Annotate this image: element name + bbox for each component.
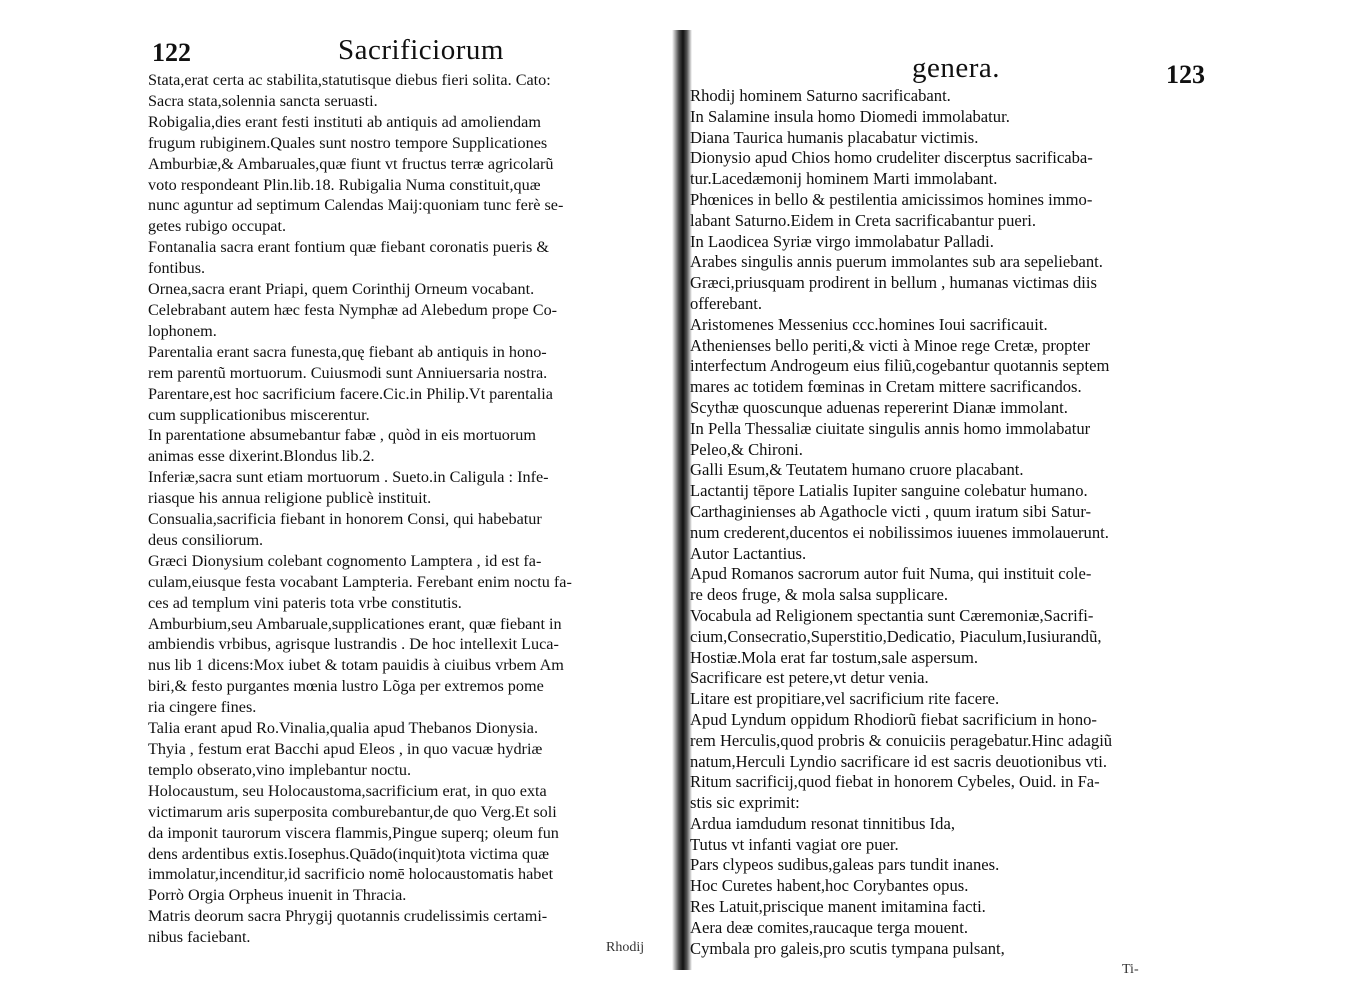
left-text-line: Matris deorum sacra Phrygij quotannis crudelissimis certami- — [148, 907, 548, 926]
left-text-line: biri,& festo purgantes mœnia lustro Lõga per extremos pome — [148, 677, 544, 696]
left-text-line: Parentare,est hoc sacrificium facere.Cic.in Philip.Vt parentalia — [148, 384, 553, 403]
left-text-line: fontibus. — [148, 259, 206, 278]
right-text-line: Sacrificare est petere,vt detur venia. — [690, 668, 929, 688]
left-text-block — [148, 70, 658, 948]
left-text-line: Amburbiæ,& Ambaruales,quæ fiunt vt fructus terræ agricolarũ — [148, 154, 554, 173]
right-text-line: Scythæ quoscunque aduenas repererint Dianæ immolant. — [690, 397, 1068, 417]
right-text-line: natum,Herculi Lyndio sacrificare id est sacris deuotionibus vti. — [690, 751, 1108, 771]
right-text-line: re deos fruge, & mola salsa supplicare. — [690, 585, 949, 605]
left-text-line: voto respondeant Plin.lib.18. Rubigalia Numa constituit,quæ — [148, 175, 541, 194]
left-running-head: Sacrificiorum — [338, 34, 504, 66]
right-text-line: In Pella Thessaliæ ciuitate singulis annis homo immolabatur — [690, 418, 1091, 438]
left-text-line: da imponit taurorum viscera flammis,Pingue superq; oleum fun — [148, 823, 559, 842]
right-page-number: 123 — [1166, 60, 1205, 89]
right-text-line: Galli Esum,& Teutatem humano cruore placabant. — [690, 460, 1024, 480]
left-text-line: Celebrabant autem hæc festa Nymphæ ad Alebedum prope Co- — [148, 300, 558, 319]
book-gutter — [672, 30, 692, 970]
right-text-line: labant Saturno.Eidem in Creta sacrificabantur pueri. — [690, 210, 1037, 230]
right-text-line: Aera deæ comites,raucaque terga mouent. — [690, 917, 968, 937]
right-text-line: Rhodij hominem Saturno sacrificabant. — [690, 86, 951, 105]
left-text-line: culam,eiusque festa vocabant Lampteria. Ferebant enim noctu fa- — [148, 572, 572, 591]
left-text-line: animas esse dixerint.Blondus lib.2. — [148, 447, 375, 466]
right-text-line: Carthaginienses ab Agathocle victi , quum iratum sibi Satur- — [690, 501, 1092, 521]
left-text-line: Fontanalia sacra erant fontium quæ fiebant coronatis pueris & — [148, 238, 549, 257]
left-text-line: nibus faciebant. — [148, 928, 251, 947]
left-text-line: Ornea,sacra erant Priapi, quem Corinthij Orneum vocabant. — [148, 280, 535, 299]
left-text-line: ces ad templum vini pateris tota vrbe constitutis. — [148, 593, 462, 612]
left-text-line: Talia erant apud Ro.Vinalia,qualia apud Thebanos Dionysia. — [148, 719, 539, 738]
right-text-line: Res Latuit,priscique manent imitamina facti. — [690, 897, 986, 917]
left-text-line: nunc aguntur ad septimum Calendas Maij:quoniam tunc ferè se- — [148, 196, 564, 215]
right-text-line: Ardua iamdudum resonat tinnitibus Ida, — [690, 813, 955, 833]
left-text-line: immolatur,incenditur,id sacrificio nomē holocaustomatis habet — [148, 865, 554, 884]
left-text-line: Amburbium,seu Ambaruale,supplicationes erant, quæ fiebant in — [148, 614, 562, 633]
left-text-line: Holocaustum, seu Holocaustoma,sacrificium erat, in quo exta — [148, 781, 547, 800]
left-page-number: 122 — [152, 38, 191, 67]
right-text-line: Diana Taurica humanis placabatur victimis. — [690, 127, 979, 147]
right-text-line: num crederent,ducentos ei nobilissimos iuuenes immolauerunt. — [690, 522, 1109, 542]
right-text-line: Græci,priusquam prodirent in bellum , humanas victimas diis — [690, 273, 1097, 293]
left-text-line: frugum rubiginem.Quales sunt nostro tempore Supplicationes — [148, 133, 548, 152]
right-text-line: interfectum Androgeum eius filiũ,cogebantur quotannis septem — [690, 356, 1110, 376]
left-text-line: Porrò Orgia Orpheus inuenit in Thracia. — [148, 886, 407, 905]
right-text-line: Athenienses bello periti,& victi à Minoe rege Cretæ, propter — [690, 335, 1090, 355]
right-text-line: In Salamine insula homo Diomedi immolabatur. — [690, 106, 1010, 126]
right-text-line: Arabes singulis annis puerum immolantes sub ara sepeliebant. — [690, 252, 1103, 272]
right-text-line: rem Herculis,quod probris & conuiciis peragebatur.Hinc adagiũ — [690, 730, 1113, 750]
left-text-line: cum supplicationibus miscerentur. — [148, 405, 370, 424]
left-text-line: getes rubigo occupat. — [148, 217, 286, 236]
right-text-line: Lactantij tēpore Latialis Iupiter sanguine colebatur humano. — [690, 481, 1088, 501]
left-text-line: In parentatione absumebantur fabæ , quòd in eis mortuorum — [148, 426, 536, 445]
left-text-line: victimarum aris superposita comburebantur,de quo Verg.Et soli — [148, 802, 557, 821]
right-text-line: Vocabula ad Religionem spectantia sunt Cæremoniæ,Sacrifi- — [690, 605, 1094, 625]
right-text-line: mares ac totidem fœminas in Cretam mittere sacrificandos. — [690, 377, 1082, 397]
right-text-line: Litare est propitiare,vel sacrificium rite facere. — [690, 689, 1000, 709]
right-text-line: Pars clypeos sudibus,galeas pars tundit inanes. — [690, 855, 1000, 875]
left-text-line: deus consiliorum. — [148, 530, 264, 549]
right-text-line: Autor Lactantius. — [690, 543, 807, 563]
right-text-line: offerebant. — [690, 293, 763, 313]
left-text-line: Stata,erat certa ac stabilita,statutisque diebus fieri solita. Cato: — [148, 71, 551, 89]
right-text-line: Aristomenes Messenius ccc.homines Ioui sacrificauit. — [690, 314, 1048, 334]
right-text-line: Apud Romanos sacrorum autor fuit Numa, qui instituit cole- — [690, 564, 1092, 584]
left-text-line: Robigalia,dies erant festi instituti ab antiquis ad amoliendam — [148, 112, 541, 131]
right-running-head: genera. — [912, 52, 1001, 84]
left-page — [0, 0, 670, 1000]
left-text-line: Consualia,sacrificia fiebant in honorem Consi, qui habebatur — [148, 510, 542, 529]
right-text-block — [690, 86, 1210, 959]
left-text-line: riasque his annua religione publicè instituit. — [148, 489, 432, 508]
left-text-line: nus lib 1 dicens:Mox iubet & totam pauidis à ciuibus vrbem Am — [148, 656, 564, 675]
right-page — [690, 0, 1347, 1000]
left-catchword: Rhodij — [606, 940, 645, 955]
right-text-line: cium,Consecratio,Superstitio,Dedicatio, Piaculum,Iusiurandũ, — [690, 626, 1102, 646]
right-text-line: Peleo,& Chironi. — [690, 439, 803, 459]
left-text-line: Thyia , festum erat Bacchi apud Eleos , in quo vacuæ hydriæ — [148, 740, 543, 758]
left-text-line: dens ardentibus extis.Iosephus.Quādo(inquit)tota victima quæ — [148, 844, 550, 863]
left-text-line: Parentalia erant sacra funesta,quę fiebant ab antiquis in hono- — [148, 342, 547, 361]
left-text-line: Græci Dionysium colebant cognomento Lamptera , id est fa- — [148, 551, 542, 570]
right-text-line: Hostiæ.Mola erat far tostum,sale aspersum. — [690, 647, 979, 667]
right-text-line: Ritum sacrificij,quod fiebat in honorem Cybeles, Ouid. in Fa- — [690, 772, 1100, 792]
right-text-line: Cymbala pro galeis,pro scutis tympana pulsant, — [690, 938, 1005, 958]
left-text-line: templo obserato,vino implebantur noctu. — [148, 760, 411, 779]
left-text-line: Sacra stata,solennia sancta seruasti. — [148, 91, 378, 110]
left-text-line: ambiendis vrbibus, agrisque lustrandis . De hoc intellexit Luca- — [148, 635, 559, 654]
right-text-line: Hoc Curetes habent,hoc Corybantes opus. — [690, 876, 969, 896]
right-text-line: Tutus vt infanti vagiat ore puer. — [690, 834, 899, 854]
right-text-line: Dionysio apud Chios homo crudeliter discerptus sacrificaba- — [690, 148, 1093, 168]
right-text-line: Apud Lyndum oppidum Rhodiorũ fiebat sacrificium in hono- — [690, 709, 1097, 729]
right-text-line: stis sic exprimit: — [690, 793, 800, 813]
right-text-line: tur.Lacedæmonij hominem Marti immolabant. — [690, 169, 998, 189]
right-catchword: Ti- — [1122, 962, 1139, 977]
left-text-line: lophonem. — [148, 321, 217, 340]
left-text-line: rem parentũ mortuorum. Cuiusmodi sunt Anniuersaria nostra. — [148, 363, 548, 382]
right-text-line: Phœnices in bello & pestilentia amicissimos homines immo- — [690, 189, 1093, 209]
right-text-line: In Laodicea Syriæ virgo immolabatur Palladi. — [690, 231, 994, 251]
left-text-line: ria cingere fines. — [148, 698, 257, 717]
left-text-line: Inferiæ,sacra sunt etiam mortuorum . Sueto.in Caligula : Infe- — [148, 468, 549, 487]
